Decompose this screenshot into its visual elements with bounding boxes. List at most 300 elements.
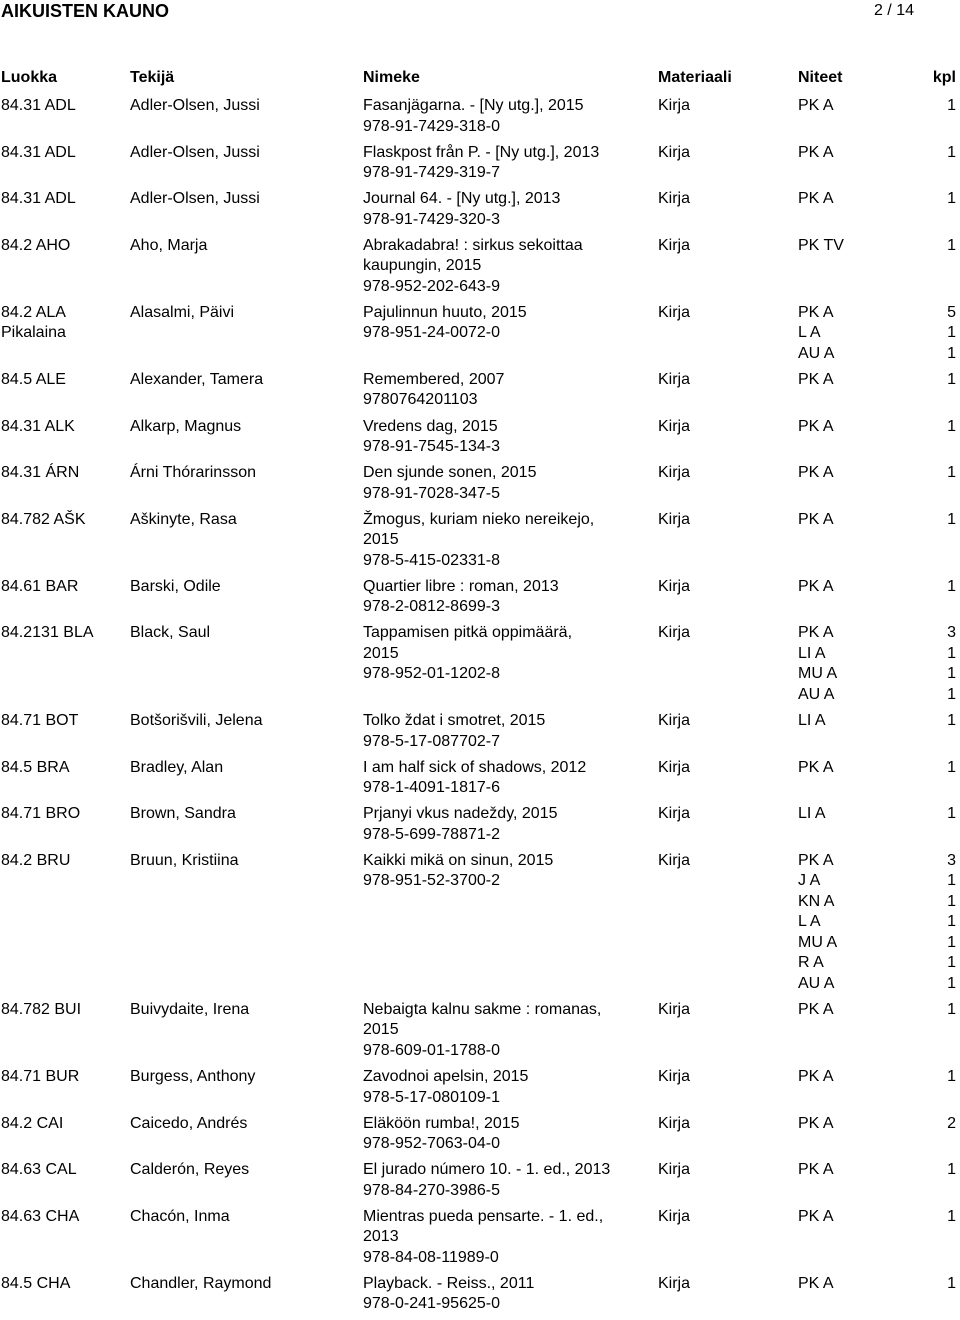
luokka-cell bbox=[1, 236, 70, 257]
nimeke-cell-line: 978-84-08-11989-0 bbox=[363, 1248, 499, 1266]
niteet-cell-line: LI A bbox=[798, 712, 826, 730]
nimeke-cell-line: 2015 bbox=[363, 531, 399, 549]
niteet-cell bbox=[798, 236, 844, 257]
kpl-cell bbox=[947, 370, 956, 391]
nimeke-cell bbox=[363, 758, 586, 799]
nimeke-cell-line: Tolko ždat i smotret, 2015 bbox=[363, 712, 546, 730]
niteet-cell-line: PK TV bbox=[798, 236, 844, 254]
niteet-cell-line: PK A bbox=[798, 370, 834, 388]
kpl-cell-line: 1 bbox=[947, 913, 956, 931]
materiaali-cell-line: Kirja bbox=[658, 303, 691, 321]
nimeke-cell-line: Flaskpost från P. - [Ny utg.], 2013 bbox=[363, 143, 600, 161]
niteet-cell bbox=[798, 417, 834, 438]
tekija-cell-line: Calderón, Reyes bbox=[130, 1161, 250, 1179]
materiaali-cell bbox=[658, 1000, 690, 1021]
niteet-cell bbox=[798, 851, 837, 995]
nimeke-cell bbox=[363, 510, 594, 572]
luokka-cell bbox=[1, 1114, 63, 1135]
tekija-cell bbox=[130, 851, 239, 872]
kpl-cell-line: 3 bbox=[947, 624, 956, 642]
materiaali-cell bbox=[658, 577, 690, 598]
kpl-cell-line: 1 bbox=[947, 1000, 956, 1018]
materiaali-cell bbox=[658, 463, 690, 484]
column-header-kpl: kpl bbox=[932, 69, 956, 86]
kpl-cell bbox=[947, 711, 956, 732]
nimeke-cell-line: 978-2-0812-8699-3 bbox=[363, 598, 500, 616]
materiaali-cell bbox=[658, 1067, 690, 1088]
kpl-cell-line: 1 bbox=[947, 324, 956, 342]
table-row bbox=[0, 1114, 960, 1161]
kpl-cell-line: 1 bbox=[947, 1068, 956, 1085]
kpl-cell-line: 1 bbox=[947, 974, 956, 992]
tekija-cell bbox=[130, 758, 223, 779]
materiaali-cell bbox=[658, 189, 690, 210]
niteet-cell bbox=[798, 370, 834, 391]
tekija-cell bbox=[130, 1067, 255, 1088]
luokka-cell bbox=[1, 510, 86, 531]
niteet-cell-line: LI A bbox=[798, 644, 826, 662]
report-title: AIKUISTEN KAUNO bbox=[1, 1, 170, 21]
nimeke-cell bbox=[363, 370, 504, 411]
kpl-cell-line: 1 bbox=[947, 370, 956, 388]
kpl-cell bbox=[947, 417, 956, 438]
nimeke-cell-line: El jurado número 10. - 1. ed., 2013 bbox=[363, 1161, 611, 1179]
kpl-cell-line: 1 bbox=[947, 1207, 956, 1225]
luokka-cell-line: 84.31 ADL bbox=[1, 143, 76, 161]
materiaali-cell bbox=[658, 370, 690, 391]
niteet-cell-line: AU A bbox=[798, 344, 835, 362]
materiaali-cell bbox=[658, 1274, 690, 1295]
luokka-cell-line: Pikalaina bbox=[1, 324, 66, 342]
materiaali-cell-line: Kirja bbox=[658, 510, 691, 528]
tekija-cell bbox=[130, 236, 207, 257]
luokka-cell bbox=[1, 851, 70, 872]
kpl-cell-line: 3 bbox=[947, 851, 956, 869]
kpl-cell-line: 5 bbox=[947, 303, 956, 321]
tekija-cell bbox=[130, 143, 260, 164]
nimeke-cell-line: 978-952-01-1202-8 bbox=[363, 665, 500, 683]
tekija-cell bbox=[130, 1160, 249, 1181]
table-row bbox=[0, 143, 960, 190]
nimeke-cell-line: 978-5-17-080109-1 bbox=[363, 1088, 500, 1106]
niteet-cell-line: PK A bbox=[798, 510, 834, 528]
kpl-cell bbox=[947, 1000, 956, 1021]
niteet-cell bbox=[798, 577, 834, 598]
kpl-cell-line: 1 bbox=[947, 97, 956, 114]
kpl-cell bbox=[947, 577, 956, 598]
kpl-cell bbox=[947, 1067, 956, 1088]
niteet-cell-line: PK A bbox=[798, 417, 834, 435]
luokka-cell bbox=[1, 623, 94, 644]
kpl-cell-line: 1 bbox=[947, 510, 956, 528]
tekija-cell-line: Barski, Odile bbox=[130, 577, 221, 595]
tekija-cell bbox=[130, 1000, 249, 1021]
luokka-cell bbox=[1, 417, 75, 438]
niteet-cell-line: PK A bbox=[798, 1207, 834, 1225]
luokka-cell bbox=[1, 96, 76, 117]
total-pages: 14 bbox=[896, 2, 914, 19]
niteet-cell bbox=[798, 143, 834, 164]
nimeke-cell-line: 978-5-699-78871-2 bbox=[363, 825, 500, 843]
luokka-cell-line: 84.71 BUR bbox=[1, 1068, 80, 1085]
luokka-cell-line: 84.782 AŠK bbox=[1, 510, 86, 528]
niteet-cell-line: PK A bbox=[798, 1068, 834, 1085]
materiaali-cell bbox=[658, 236, 690, 257]
table-row bbox=[0, 758, 960, 805]
nimeke-cell-line: 978-84-270-3986-5 bbox=[363, 1181, 500, 1199]
kpl-cell-line: 1 bbox=[947, 644, 956, 662]
tekija-cell bbox=[130, 623, 210, 644]
niteet-cell bbox=[798, 96, 834, 117]
materiaali-cell-line: Kirja bbox=[658, 624, 691, 642]
materiaali-cell bbox=[658, 758, 690, 779]
nimeke-cell bbox=[363, 851, 553, 892]
column-header-materiaali: Materiaali bbox=[658, 69, 732, 86]
tekija-cell bbox=[130, 189, 260, 210]
luokka-cell-line: 84.71 BRO bbox=[1, 805, 81, 823]
niteet-cell-line: KN A bbox=[798, 892, 835, 910]
tekija-cell bbox=[130, 96, 260, 117]
niteet-cell bbox=[798, 1000, 834, 1021]
materiaali-cell bbox=[658, 143, 690, 164]
nimeke-cell bbox=[363, 1160, 610, 1201]
materiaali-cell-line: Kirja bbox=[658, 370, 691, 388]
tekija-cell-line: Alkarp, Magnus bbox=[130, 417, 242, 435]
table-row bbox=[0, 189, 960, 236]
column-header-tekija: Tekijä bbox=[130, 69, 175, 86]
nimeke-cell bbox=[363, 711, 545, 752]
materiaali-cell-line: Kirja bbox=[658, 190, 691, 208]
nimeke-cell-line: 978-5-17-087702-7 bbox=[363, 732, 500, 750]
luokka-cell bbox=[1, 804, 80, 825]
kpl-cell-line: 1 bbox=[947, 872, 956, 890]
kpl-cell-line: 1 bbox=[947, 236, 956, 254]
materiaali-cell bbox=[658, 303, 690, 324]
luokka-cell bbox=[1, 370, 66, 391]
nimeke-cell-line: Abrakadabra! : sirkus sekoittaa bbox=[363, 236, 583, 254]
niteet-cell-line: L A bbox=[798, 913, 821, 931]
table-row bbox=[0, 370, 960, 417]
luokka-cell bbox=[1, 758, 69, 779]
luokka-cell bbox=[1, 189, 76, 210]
tekija-cell bbox=[130, 1114, 247, 1135]
niteet-cell bbox=[798, 463, 834, 484]
nimeke-cell-line: Zavodnoi apelsin, 2015 bbox=[363, 1068, 529, 1085]
nimeke-cell bbox=[363, 463, 536, 504]
table-row bbox=[0, 577, 960, 624]
kpl-cell-line: 1 bbox=[947, 143, 956, 161]
kpl-cell-line: 1 bbox=[947, 892, 956, 910]
kpl-cell-line: 1 bbox=[947, 344, 956, 362]
nimeke-cell-line: kaupungin, 2015 bbox=[363, 257, 482, 275]
niteet-cell-line: PK A bbox=[798, 1000, 834, 1018]
tekija-cell-line: Chacón, Inma bbox=[130, 1207, 230, 1225]
tekija-cell-line: Aškinyte, Rasa bbox=[130, 510, 237, 528]
catalog-table bbox=[0, 96, 960, 1320]
nimeke-cell-line: 978-609-01-1788-0 bbox=[363, 1041, 500, 1059]
nimeke-cell bbox=[363, 1207, 603, 1269]
table-row bbox=[0, 623, 960, 711]
nimeke-cell-line: 2015 bbox=[363, 644, 399, 662]
tekija-cell bbox=[130, 463, 256, 484]
nimeke-cell-line: 978-91-7028-347-5 bbox=[363, 484, 500, 502]
kpl-cell bbox=[947, 804, 956, 825]
materiaali-cell-line: Kirja bbox=[658, 143, 691, 161]
luokka-cell-line: 84.31 ÁRN bbox=[1, 464, 80, 482]
niteet-cell bbox=[798, 189, 834, 210]
niteet-cell-line: R A bbox=[798, 954, 824, 972]
kpl-cell-line: 1 bbox=[947, 464, 956, 482]
nimeke-cell-line: 978-951-52-3700-2 bbox=[363, 872, 500, 890]
page-indicator bbox=[874, 2, 914, 20]
kpl-cell-line: 1 bbox=[947, 758, 956, 776]
nimeke-cell-line: 978-951-24-0072-0 bbox=[363, 324, 500, 342]
nimeke-cell bbox=[363, 804, 557, 845]
luokka-cell bbox=[1, 711, 78, 732]
table-row bbox=[0, 463, 960, 510]
table-row bbox=[0, 1207, 960, 1274]
kpl-cell-line: 1 bbox=[947, 712, 956, 730]
nimeke-cell-line: Vredens dag, 2015 bbox=[363, 417, 498, 435]
niteet-cell bbox=[798, 623, 837, 705]
nimeke-cell-line: 978-1-4091-1817-6 bbox=[363, 779, 500, 797]
luokka-cell-line: 84.31 ALK bbox=[1, 417, 75, 435]
nimeke-cell-line: 978-952-7063-04-0 bbox=[363, 1135, 500, 1153]
kpl-cell bbox=[947, 758, 956, 779]
table-row bbox=[0, 96, 960, 143]
table-row bbox=[0, 711, 960, 758]
materiaali-cell bbox=[658, 1160, 690, 1181]
tekija-cell bbox=[130, 711, 263, 732]
kpl-cell bbox=[947, 96, 956, 117]
kpl-cell-line: 1 bbox=[947, 1274, 956, 1292]
nimeke-cell bbox=[363, 143, 599, 184]
nimeke-cell-line: 2013 bbox=[363, 1228, 399, 1246]
table-row bbox=[0, 804, 960, 851]
nimeke-cell bbox=[363, 1274, 534, 1315]
kpl-cell bbox=[947, 1274, 956, 1295]
luokka-cell-line: 84.782 BUI bbox=[1, 1000, 82, 1018]
table-row bbox=[0, 303, 960, 370]
kpl-cell-line: 2 bbox=[947, 1114, 956, 1132]
luokka-cell-line: 84.2 BRU bbox=[1, 851, 71, 869]
niteet-cell bbox=[798, 758, 834, 779]
nimeke-cell-line: Eläköön rumba!, 2015 bbox=[363, 1114, 520, 1132]
column-headers bbox=[0, 69, 960, 89]
nimeke-cell-line: Žmogus, kuriam nieko nereikejo, bbox=[363, 510, 595, 528]
tekija-cell-line: Bruun, Kristiina bbox=[130, 851, 239, 869]
tekija-cell bbox=[130, 804, 236, 825]
nimeke-cell bbox=[363, 236, 583, 298]
materiaali-cell bbox=[658, 417, 690, 438]
luokka-cell-line: 84.2 AHO bbox=[1, 236, 71, 254]
materiaali-cell-line: Kirja bbox=[658, 1114, 691, 1132]
kpl-cell-line: 1 bbox=[947, 190, 956, 208]
nimeke-cell-line: Den sjunde sonen, 2015 bbox=[363, 464, 537, 482]
tekija-cell-line: Caicedo, Andrés bbox=[130, 1114, 248, 1132]
tekija-cell-line: Alexander, Tamera bbox=[130, 370, 264, 388]
niteet-cell-line: PK A bbox=[798, 97, 834, 114]
nimeke-cell-line: 9780764201103 bbox=[363, 391, 478, 409]
kpl-cell bbox=[947, 851, 956, 995]
nimeke-cell-line: Tappamisen pitkä oppimäärä, bbox=[363, 624, 573, 642]
nimeke-cell-line: 978-91-7429-318-0 bbox=[363, 117, 500, 135]
luokka-cell-line: 84.31 ADL bbox=[1, 190, 76, 208]
nimeke-cell-line: Pajulinnun huuto, 2015 bbox=[363, 303, 527, 321]
kpl-cell bbox=[947, 1114, 956, 1135]
page-separator: / bbox=[887, 2, 892, 19]
column-header-luokka: Luokka bbox=[1, 69, 58, 86]
tekija-cell bbox=[130, 577, 221, 598]
current-page: 2 bbox=[873, 2, 883, 19]
niteet-cell bbox=[798, 1274, 834, 1295]
kpl-cell bbox=[947, 510, 956, 531]
materiaali-cell-line: Kirja bbox=[658, 236, 691, 254]
materiaali-cell bbox=[658, 1207, 690, 1228]
kpl-cell bbox=[947, 623, 956, 705]
table-row bbox=[0, 510, 960, 577]
materiaali-cell-line: Kirja bbox=[658, 97, 691, 114]
luokka-cell-line: 84.5 CHA bbox=[1, 1274, 71, 1292]
luokka-cell-line: 84.2 ALA bbox=[1, 303, 66, 321]
luokka-cell-line: 84.2 CAI bbox=[1, 1114, 64, 1132]
kpl-cell-line: 1 bbox=[947, 685, 956, 703]
tekija-cell bbox=[130, 370, 263, 391]
nimeke-cell bbox=[363, 1067, 528, 1108]
materiaali-cell-line: Kirja bbox=[658, 1068, 691, 1085]
nimeke-cell bbox=[363, 1000, 601, 1062]
luokka-cell bbox=[1, 463, 79, 484]
kpl-cell bbox=[947, 1207, 956, 1228]
luokka-cell-line: 84.71 BOT bbox=[1, 712, 79, 730]
niteet-cell-line: PK A bbox=[798, 1161, 834, 1179]
tekija-cell-line: Aho, Marja bbox=[130, 236, 208, 254]
tekija-cell bbox=[130, 417, 241, 438]
niteet-cell-line: LI A bbox=[798, 805, 826, 823]
materiaali-cell-line: Kirja bbox=[658, 577, 691, 595]
nimeke-cell-line: 978-5-415-02331-8 bbox=[363, 551, 500, 569]
niteet-cell-line: PK A bbox=[798, 190, 834, 208]
nimeke-cell-line: Prjanyi vkus nadeždy, 2015 bbox=[363, 805, 558, 823]
kpl-cell-line: 1 bbox=[947, 933, 956, 951]
luokka-cell-line: 84.2131 BLA bbox=[1, 624, 94, 642]
nimeke-cell-line: 978-91-7429-319-7 bbox=[363, 164, 500, 182]
niteet-cell-line: PK A bbox=[798, 577, 834, 595]
materiaali-cell-line: Kirja bbox=[658, 417, 691, 435]
kpl-cell bbox=[947, 303, 956, 365]
materiaali-cell-line: Kirja bbox=[658, 805, 691, 823]
page-header bbox=[0, 0, 960, 30]
kpl-cell-line: 1 bbox=[947, 805, 956, 823]
nimeke-cell-line: Journal 64. - [Ny utg.], 2013 bbox=[363, 190, 561, 208]
materiaali-cell-line: Kirja bbox=[658, 464, 691, 482]
niteet-cell bbox=[798, 1067, 834, 1088]
niteet-cell-line: PK A bbox=[798, 758, 834, 776]
tekija-cell bbox=[130, 303, 234, 324]
table-row bbox=[0, 1000, 960, 1067]
niteet-cell bbox=[798, 1207, 834, 1228]
niteet-cell-line: PK A bbox=[798, 1274, 834, 1292]
niteet-cell-line: PK A bbox=[798, 143, 834, 161]
kpl-cell-line: 1 bbox=[947, 1161, 956, 1179]
tekija-cell-line: Burgess, Anthony bbox=[130, 1068, 256, 1085]
kpl-cell bbox=[947, 143, 956, 164]
materiaali-cell-line: Kirja bbox=[658, 1000, 691, 1018]
tekija-cell-line: Adler-Olsen, Jussi bbox=[130, 143, 260, 161]
luokka-cell bbox=[1, 1274, 70, 1295]
tekija-cell-line: Alasalmi, Päivi bbox=[130, 303, 235, 321]
nimeke-cell-line: Kaikki mikä on sinun, 2015 bbox=[363, 851, 554, 869]
niteet-cell-line: MU A bbox=[798, 933, 838, 951]
luokka-cell bbox=[1, 143, 76, 164]
niteet-cell-line: PK A bbox=[798, 851, 834, 869]
tekija-cell-line: Adler-Olsen, Jussi bbox=[130, 190, 260, 208]
materiaali-cell bbox=[658, 96, 690, 117]
luokka-cell bbox=[1, 303, 66, 344]
kpl-cell bbox=[947, 189, 956, 210]
niteet-cell-line: AU A bbox=[798, 974, 835, 992]
materiaali-cell-line: Kirja bbox=[658, 1207, 691, 1225]
luokka-cell bbox=[1, 577, 78, 598]
nimeke-cell bbox=[363, 303, 527, 344]
table-row bbox=[0, 1160, 960, 1207]
niteet-cell bbox=[798, 1114, 834, 1135]
niteet-cell-line: MU A bbox=[798, 665, 838, 683]
kpl-cell-line: 1 bbox=[947, 417, 956, 435]
niteet-cell-line: L A bbox=[798, 324, 821, 342]
luokka-cell-line: 84.63 CAL bbox=[1, 1161, 77, 1179]
tekija-cell-line: Brown, Sandra bbox=[130, 805, 236, 823]
nimeke-cell-line: Nebaigta kalnu sakme : romanas, bbox=[363, 1000, 602, 1018]
nimeke-cell-line: Quartier libre : roman, 2013 bbox=[363, 577, 559, 595]
materiaali-cell-line: Kirja bbox=[658, 1161, 691, 1179]
luokka-cell-line: 84.5 BRA bbox=[1, 758, 70, 776]
nimeke-cell-line: Playback. - Reiss., 2011 bbox=[363, 1274, 535, 1292]
luokka-cell-line: 84.61 BAR bbox=[1, 577, 79, 595]
table-row bbox=[0, 1067, 960, 1114]
niteet-cell bbox=[798, 711, 826, 732]
niteet-cell-line: J A bbox=[798, 872, 821, 890]
materiaali-cell-line: Kirja bbox=[658, 1274, 691, 1292]
nimeke-cell-line: 2015 bbox=[363, 1021, 399, 1039]
table-row bbox=[0, 417, 960, 464]
materiaali-cell-line: Kirja bbox=[658, 851, 691, 869]
materiaali-cell bbox=[658, 1114, 690, 1135]
luokka-cell-line: 84.31 ADL bbox=[1, 97, 76, 114]
column-header-nimeke: Nimeke bbox=[363, 69, 420, 86]
niteet-cell bbox=[798, 804, 826, 825]
table-row bbox=[0, 236, 960, 303]
luokka-cell bbox=[1, 1000, 81, 1021]
nimeke-cell-line: I am half sick of shadows, 2012 bbox=[363, 758, 587, 776]
tekija-cell bbox=[130, 1274, 271, 1295]
luokka-cell-line: 84.63 CHA bbox=[1, 1207, 80, 1225]
kpl-cell bbox=[947, 236, 956, 257]
niteet-cell-line: PK A bbox=[798, 464, 834, 482]
niteet-cell bbox=[798, 510, 834, 531]
tekija-cell-line: Adler-Olsen, Jussi bbox=[130, 97, 260, 114]
niteet-cell-line: PK A bbox=[798, 624, 834, 642]
nimeke-cell bbox=[363, 189, 560, 230]
luokka-cell-line: 84.5 ALE bbox=[1, 370, 66, 388]
tekija-cell bbox=[130, 510, 237, 531]
niteet-cell-line: PK A bbox=[798, 303, 834, 321]
materiaali-cell-line: Kirja bbox=[658, 712, 691, 730]
materiaali-cell bbox=[658, 851, 690, 872]
nimeke-cell bbox=[363, 1114, 520, 1155]
nimeke-cell bbox=[363, 577, 559, 618]
tekija-cell-line: Chandler, Raymond bbox=[130, 1274, 272, 1292]
